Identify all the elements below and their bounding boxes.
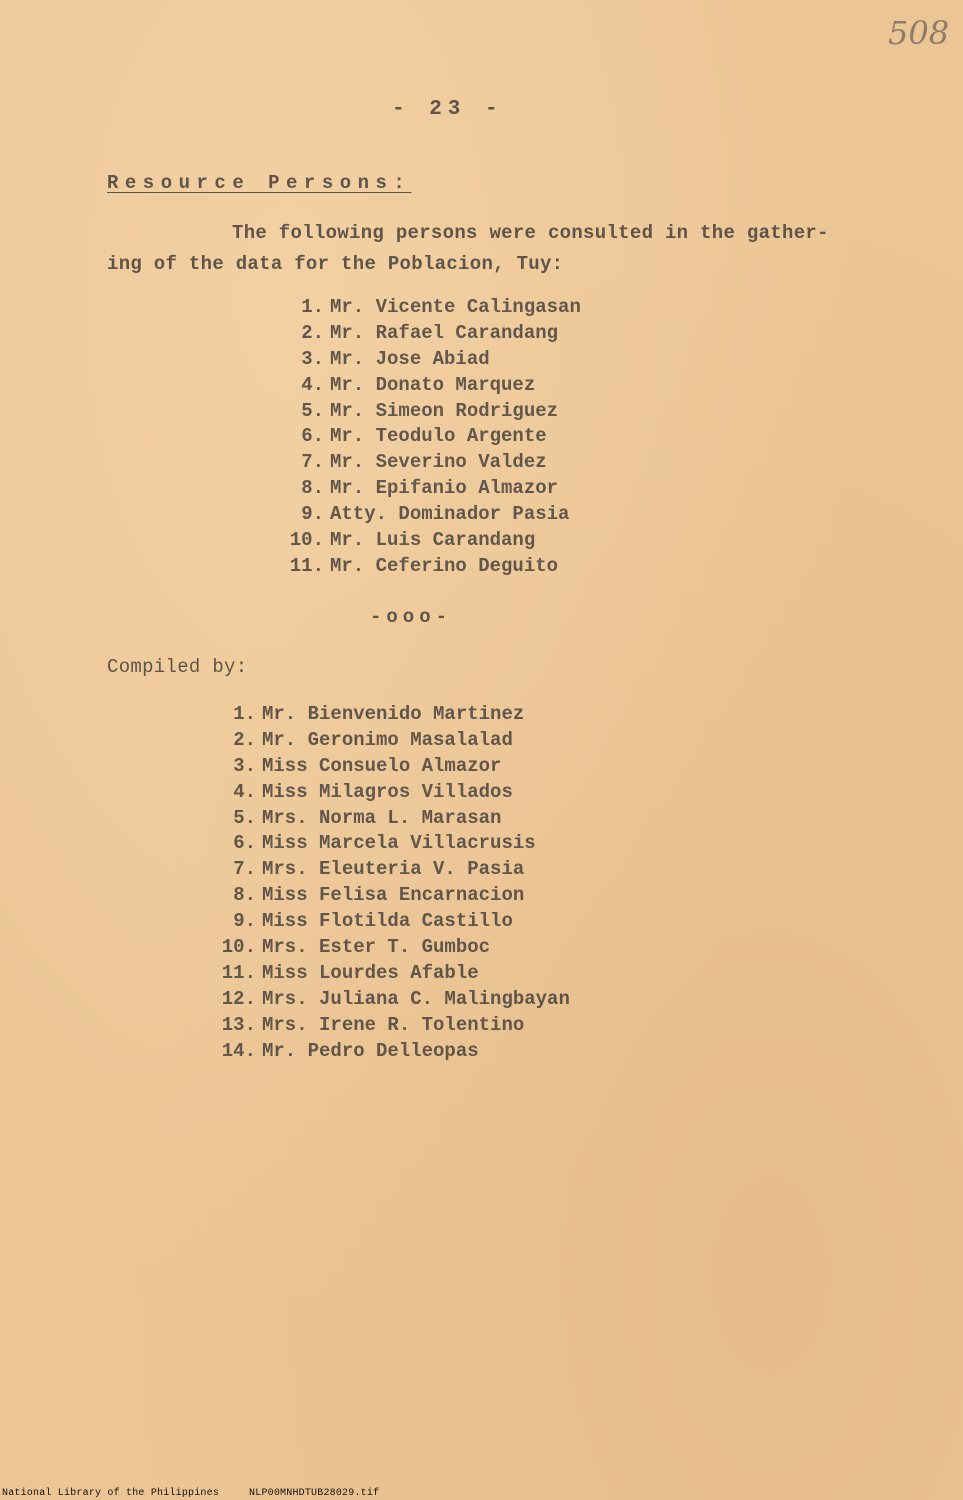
person-name: Miss Flotilda Castillo	[262, 910, 513, 933]
item-number: 4.	[301, 373, 324, 396]
list-item	[221, 1013, 570, 1040]
footer-file-id: NLP00MNHDTUB28029.tif	[249, 1488, 380, 1499]
list-item	[301, 451, 581, 477]
resource-persons-heading: Resource Persons:	[107, 172, 412, 194]
person-name: Mr. Bienvenido Martinez	[262, 703, 525, 725]
list-item	[233, 780, 570, 807]
person-name: Mr. Rafael Carandang	[330, 321, 559, 344]
item-number: 1.	[233, 703, 256, 725]
person-name: Mr. Ceferino Deguito	[330, 554, 559, 577]
item-number: 5.	[301, 399, 324, 422]
person-name: Mrs. Norma L. Marasan	[262, 806, 502, 829]
person-name: Mr. Vicente Calingasan	[330, 296, 581, 318]
item-number: 7.	[233, 858, 256, 881]
list-item	[301, 321, 581, 348]
resource-persons-list	[289, 296, 581, 581]
person-name: Mrs. Eleuteria V. Pasia	[262, 858, 525, 881]
item-number: 4.	[233, 780, 256, 803]
item-number: 9.	[301, 503, 324, 526]
list-item	[221, 1039, 570, 1066]
list-item	[233, 806, 570, 833]
intro-line-2: ing of the data for the Poblacion, Tuy:	[107, 253, 564, 275]
item-number: 5.	[233, 806, 256, 829]
person-name: Miss Marcela Villacrusis	[262, 832, 536, 855]
item-number: 10.	[289, 529, 324, 552]
list-item	[233, 884, 570, 910]
person-name: Mrs. Ester T. Gumboc	[262, 936, 491, 959]
page-number: - 23 -	[392, 98, 504, 121]
item-number: 10.	[221, 936, 256, 959]
item-number: 9.	[233, 910, 256, 933]
footer	[2, 1488, 379, 1499]
item-number: 2.	[233, 728, 256, 751]
list-item	[301, 373, 581, 400]
intro-line-1: The following persons were consulted in the gather-	[232, 222, 829, 244]
person-name: Mr. Donato Marquez	[330, 373, 536, 396]
person-name: Atty. Dominador Pasia	[330, 503, 570, 526]
person-name: Mrs. Juliana C. Malingbayan	[262, 987, 570, 1010]
item-number: 8.	[233, 884, 256, 907]
item-number: 6.	[233, 832, 256, 855]
item-number: 1.	[301, 296, 324, 318]
item-number: 3.	[301, 347, 324, 370]
list-item	[221, 987, 570, 1014]
item-number: 2.	[301, 321, 324, 344]
person-name: Mr. Teodulo Argente	[330, 425, 547, 448]
compiled-by-list	[221, 703, 570, 1065]
item-number: 14.	[221, 1039, 256, 1062]
list-item	[289, 554, 581, 581]
list-item	[301, 399, 581, 426]
person-name: Miss Milagros Villados	[262, 780, 513, 803]
list-item	[233, 832, 570, 858]
person-name: Mrs. Irene R. Tolentino	[262, 1013, 525, 1036]
item-number: 7.	[301, 451, 324, 474]
footer-library: National Library of the Philippines	[2, 1488, 220, 1499]
item-number: 6.	[301, 425, 324, 448]
person-name: Mr. Luis Carandang	[330, 529, 536, 552]
item-number: 11.	[289, 554, 324, 577]
person-name: Mr. Pedro Delleopas	[262, 1039, 479, 1062]
separator: -ooo-	[370, 606, 453, 628]
item-number: 8.	[301, 477, 324, 500]
person-name: Mr. Simeon Rodriguez	[330, 399, 559, 422]
list-item	[301, 347, 581, 374]
list-item	[301, 425, 581, 451]
item-number: 3.	[233, 754, 256, 777]
archive-number: 508	[888, 14, 950, 52]
person-name: Mr. Jose Abiad	[330, 347, 490, 370]
list-item	[289, 529, 581, 555]
list-item	[233, 858, 570, 884]
compiled-by-label: Compiled by:	[107, 656, 248, 678]
person-name: Miss Lourdes Afable	[262, 961, 479, 984]
list-item	[221, 961, 570, 988]
item-number: 11.	[221, 961, 256, 984]
item-number: 13.	[221, 1013, 256, 1036]
person-name: Mr. Geronimo Masalalad	[262, 728, 513, 751]
person-name: Mr. Severino Valdez	[330, 451, 547, 474]
item-number: 12.	[221, 987, 256, 1010]
list-item	[301, 477, 581, 503]
person-name: Miss Felisa Encarnacion	[262, 884, 525, 907]
person-name: Mr. Epifanio Almazor	[330, 477, 559, 500]
list-item	[221, 936, 570, 962]
list-item	[233, 703, 570, 729]
list-item	[301, 296, 581, 322]
list-item	[233, 910, 570, 936]
list-item	[233, 754, 570, 781]
list-item	[233, 728, 570, 755]
list-item	[301, 503, 581, 529]
person-name: Miss Consuelo Almazor	[262, 754, 502, 777]
